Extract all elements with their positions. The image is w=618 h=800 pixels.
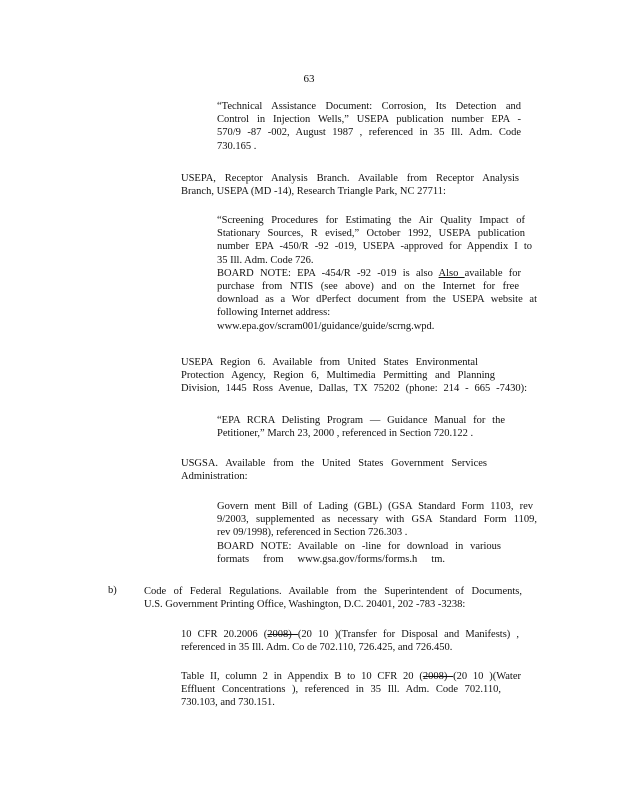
text-line: USEPA Region 6. Available from United States Environmental	[181, 357, 478, 368]
text-line: “Technical Assistance Document: Corrosion, Its Detection and	[217, 101, 521, 112]
text-line: Control in Injection Wells,” USEPA publication number EPA -	[217, 114, 521, 126]
url-text: www.epa.gov/scram001/guidance/guide/scrng.wpd.	[217, 320, 435, 332]
source-code-of-federal-regulations	[144, 585, 524, 611]
text-line: Stationary Sources, R evised,” October 1992, USEPA publication	[217, 228, 525, 240]
citation-10-cfr-20-2006	[181, 628, 519, 654]
text-line: Petitioner,” March 23, 2000 , referenced in Section 720.122 .	[217, 428, 474, 440]
text-line: Effluent Concentrations ), referenced in 35 Ill. Adm. Code 702.110,	[181, 684, 501, 696]
text-line: Division, 1445 Ross Avenue, Dallas, TX 75202 (phone: 214 - 665 -7430):	[181, 383, 527, 395]
text-line: following Internet address:	[217, 307, 331, 319]
citation-bill-of-lading	[217, 500, 537, 566]
list-marker-b: b)	[108, 585, 117, 596]
text-line: BOARD NOTE: Available on -line for download in various	[217, 540, 501, 552]
citation-table-ii	[181, 670, 521, 710]
text-line: 730.165 .	[217, 140, 257, 152]
text-line: Govern ment Bill of Lading (GBL) (GSA Standard Form 1103, rev	[217, 501, 533, 512]
text-line: 730.103, and 730.151.	[181, 697, 275, 709]
text-line: “Screening Procedures for Estimating the Air Quality Impact of	[217, 215, 525, 226]
text-line: number EPA -450/R -92 -019, USEPA -approved for Appendix I to	[217, 241, 532, 253]
text-line: 9/2003, supplemented as necessary with GSA Standard Form 1109,	[217, 514, 537, 526]
text-line: Code of Federal Regulations. Available from the Superintendent of Documents,	[144, 586, 522, 597]
text-line: “EPA RCRA Delisting Program — Guidance Manual for the	[217, 415, 505, 426]
text-line: U.S. Government Printing Office, Washington, D.C. 20401, 202 -783 -3238:	[144, 599, 466, 611]
citation-delisting-guidance	[217, 414, 505, 440]
text-line-with-strike: 10 CFR 20.2006 (2008) (20 10 )(Transfer for Disposal and Manifests) ,	[181, 629, 520, 640]
inserted-text: Also	[438, 267, 465, 279]
text-line: Protection Agency, Region 6, Multimedia Permitting and Planning	[181, 370, 495, 382]
text-line: USEPA, Receptor Analysis Branch. Available from Receptor Analysis	[181, 173, 519, 184]
text-line: 35 Ill. Adm. Code 726.	[217, 254, 314, 266]
citation-screening-procedures	[217, 214, 537, 333]
text-line: USGSA. Available from the United States Government Services	[181, 458, 487, 469]
text-line: 570/9 -87 -002, August 1987 , referenced in 35 Ill. Adm. Code	[217, 127, 521, 139]
text-line: rev 09/1998), referenced in Section 726.303 .	[217, 527, 408, 539]
struck-text: 2008)	[267, 629, 298, 640]
struck-text: 2008)	[422, 671, 454, 682]
page-number: 63	[303, 73, 315, 85]
text-line: referenced in 35 Ill. Adm. Co de 702.110, 726.425, and 726.450.	[181, 642, 453, 654]
text-line: purchase from NTIS (see above) and on the Internet for free	[217, 281, 519, 293]
text-line-with-strike: Table II, column 2 in Appendix B to 10 CFR 20 (2008) (20 10 )(Water	[181, 671, 521, 682]
source-usgsa	[181, 457, 487, 483]
source-usepa-receptor-branch	[181, 172, 519, 198]
text-line: Branch, USEPA (MD -14), Research Triangle Park, NC 27711:	[181, 186, 446, 198]
text-line-struck-also: BOARD NOTE: EPA -454/R -92 -019 is also Also available for	[217, 267, 521, 279]
text-line: download as a Wor dPerfect document from the USEPA website at	[217, 294, 537, 306]
text-line: formats from www.gsa.gov/forms/forms.h tm.	[217, 553, 445, 565]
text-line: Administration:	[181, 471, 248, 483]
citation-corrosion-document	[217, 100, 521, 153]
source-usepa-region-6	[181, 356, 527, 396]
